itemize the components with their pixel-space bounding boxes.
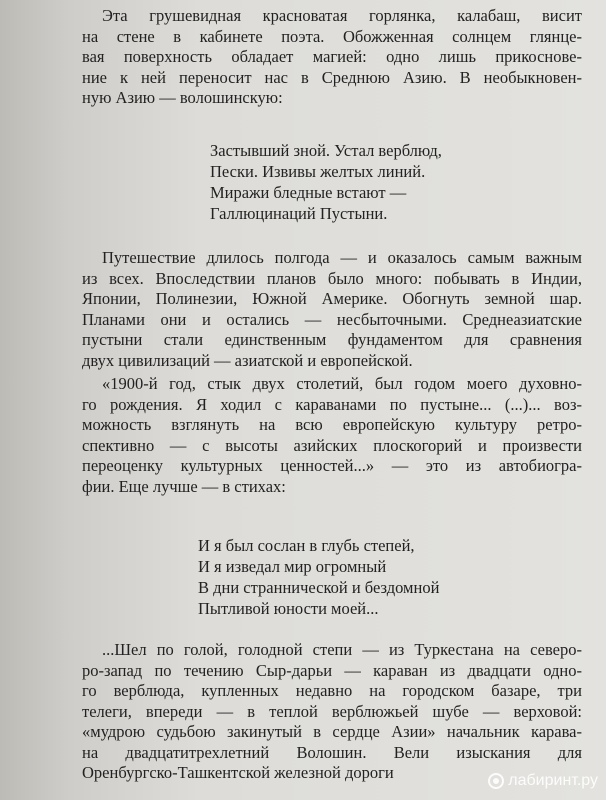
watermark-text: лабиринт.ру [508,772,598,789]
paragraph-3-line-4: спективно — с высоты азийских плоскогорий и произвести [82,435,582,455]
paragraph-2-line-2: из всех. Впоследствии планов было много: побывать в Индии, [82,268,582,288]
verse-2-line-2: И я изведал мир огромный [198,557,387,576]
verse-2-line-3: В дни страннической и бездомной [198,578,440,597]
paragraph-4-line-6: на двадцатитрехлетний Волошин. Вели изыскания для [82,742,582,762]
paragraph-2-line-3: Японии, Полинезии, Южной Америке. Обогнуть земной шар. [82,289,582,308]
verse-1-line-2: Пески. Извивы желтых линий. [210,162,426,181]
paragraph-2-line-6: двух цивилизаций — азиатской и европейской. [82,350,413,370]
verse-1-line-3: Миражи бледные встают — [210,183,407,202]
paragraph-3-line-3: можность взглянуть на всю европейскую культуру ретро- [82,415,582,434]
paragraph-4-line-3: го верблюда, купленных недавно на городском базаре, три [82,681,582,700]
watermark [488,772,598,790]
paragraph-1-line-3: вая поверхность обладает магией: одно лишь прикоснове- [82,47,582,66]
paragraph-3-line-1: «1900-й год, стык двух столетий, был годом моего духовно- [102,374,582,393]
paragraph-1-line-4: ние к ней переносит нас в Среднюю Азию. В необыкновен- [82,67,582,87]
paragraph-1 [82,6,582,109]
verse-1-line-1: Застывший зной. Устал верблюд, [210,141,442,160]
paragraph-4-line-2: ро-запад по течению Сыр-дарьи — караван из двадцати одно- [82,660,582,680]
paragraph-2-line-1: Путешествие длилось полгода — и оказалось самым важным [102,248,582,267]
labirint-logo-icon [488,773,504,789]
paragraph-1-line-2: на стене в кабинете поэта. Обожженная солнцем глянце- [82,26,582,46]
verse-2 [198,535,439,619]
paragraph-4-line-1: ...Шел по голой, голодной степи — из Туркестана на северо- [102,640,582,659]
paragraph-2 [82,248,582,371]
verse-2-line-4: Пытливой юности моей... [198,599,379,618]
paragraph-4-line-4: телеги, впереди — в теплой верблюжьей шубе — верховой: [82,701,582,721]
paragraph-1-line-1: Эта грушевидная красноватая горлянка, калабаш, висит [102,6,582,25]
paragraph-2-line-5: пустыни стали единственным фундаментом для сравнения [82,330,582,349]
paragraph-2-line-4: Планами они и остались — несбыточными. Среднеазиатские [82,309,582,329]
paragraph-3-line-6: фии. Еще лучше — в стихах: [82,476,286,496]
verse-2-line-1: И я был сослан в глубь степей, [198,536,415,555]
verse-1-line-4: Галлюцинаций Пустыни. [210,204,388,223]
paragraph-4 [82,640,582,784]
paragraph-3-line-2: го рождения. Я ходил с караванами по пустыне... (...)... воз- [82,394,582,414]
paragraph-1-line-5: ную Азию — волошинскую: [82,88,283,107]
verse-1 [210,140,442,224]
paragraph-4-line-7: Оренбургско-Ташкентской железной дороги [82,763,394,782]
paragraph-3 [82,374,582,497]
paragraph-4-line-5: «мудрою судьбою закинутый в сердце Азии» начальник карава- [82,722,582,741]
paragraph-3-line-5: переоценку культурных ценностей...» — это из автобиогра- [82,456,582,475]
